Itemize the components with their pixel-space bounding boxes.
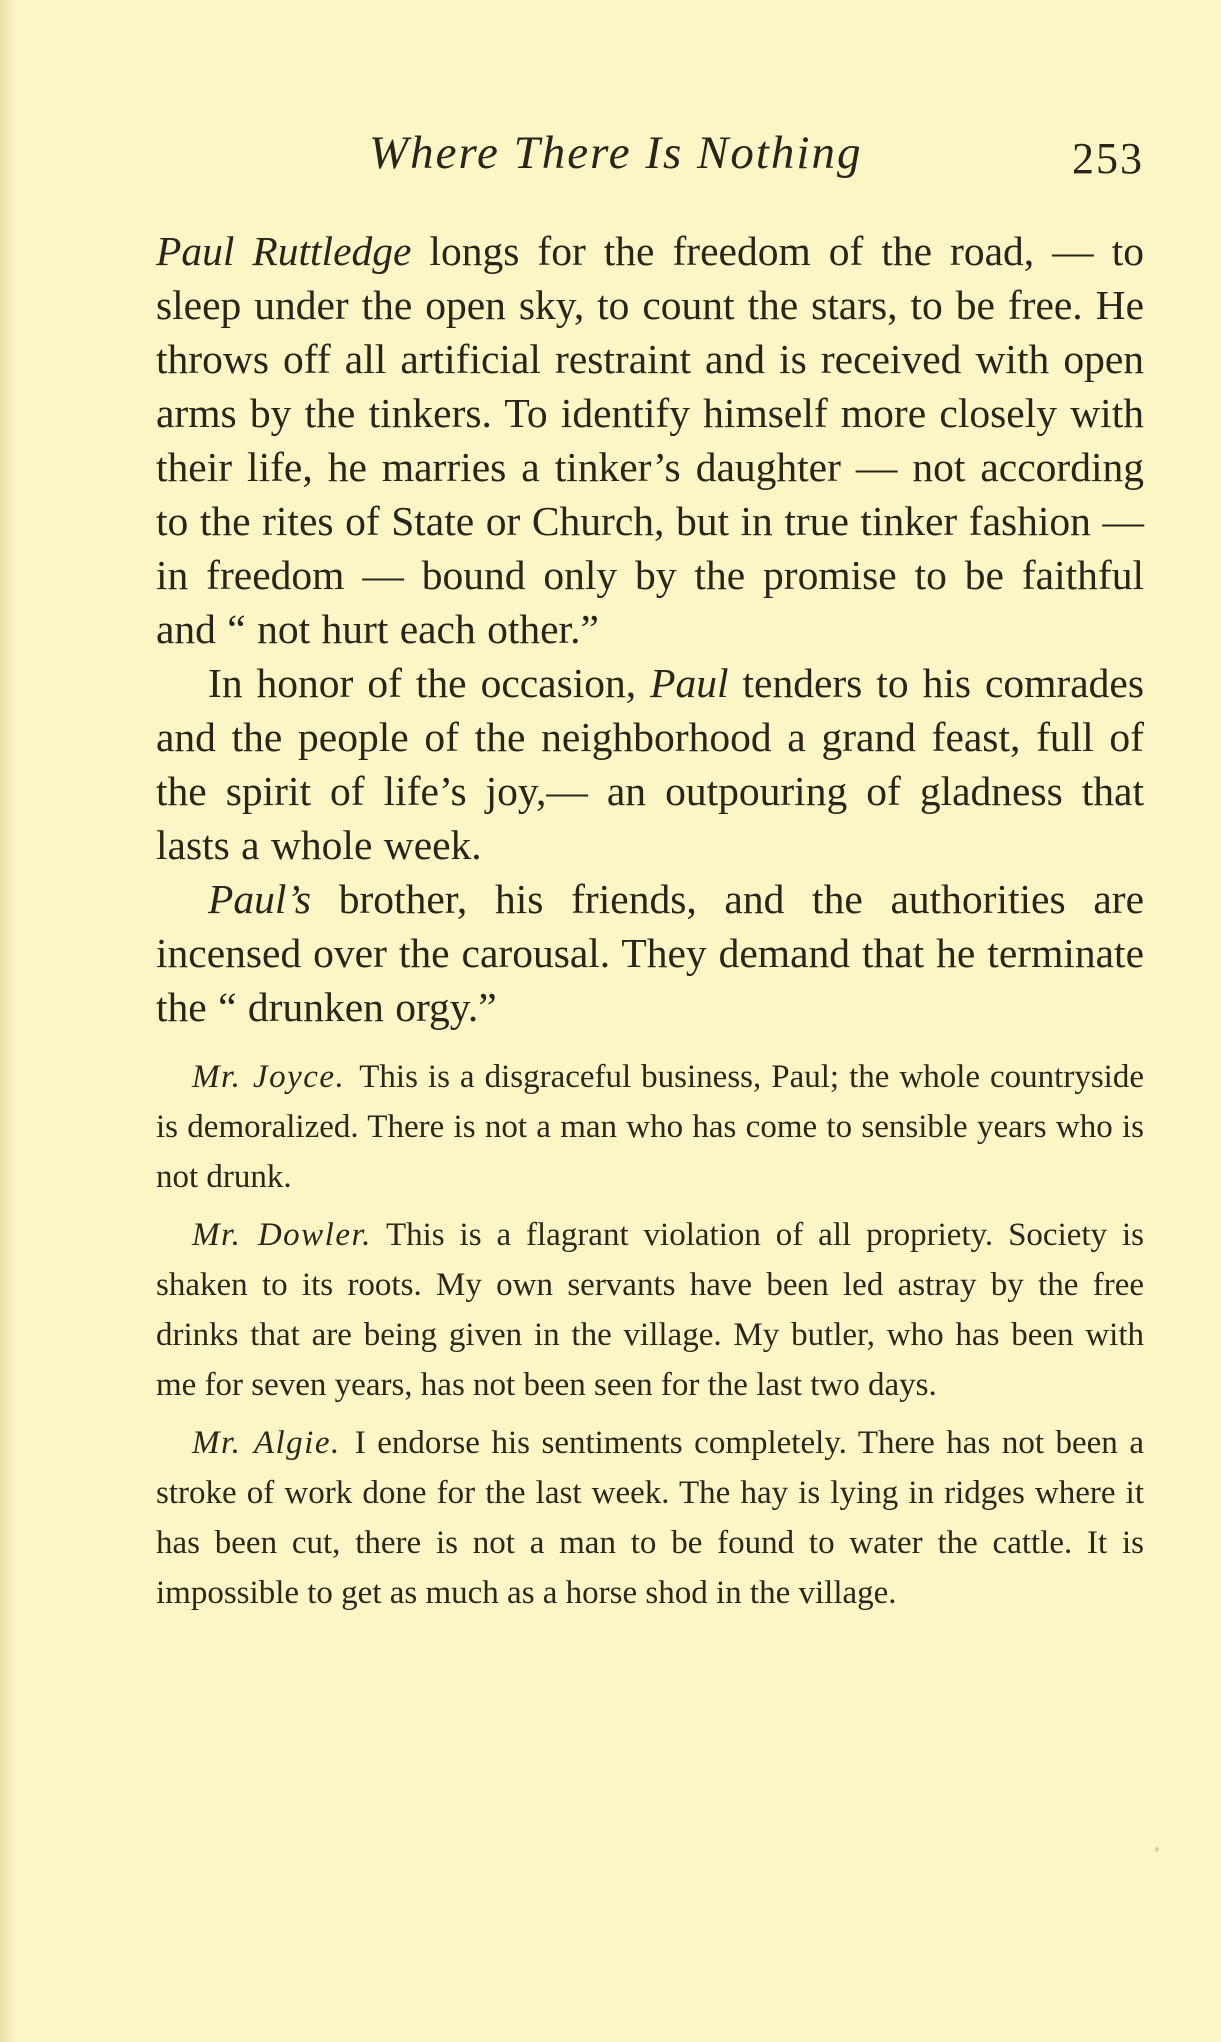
paragraph-1 [156,224,1144,656]
speaker-name: Mr. Dowler. [192,1217,372,1253]
character-name: Paul [650,660,729,706]
dialogue-text: I endorse his sentiments completely. There has not been a stroke of work done for the last week. The hay is lying in ridges where it has been cut, there is not a man to be found to water the cattle. It is impossible to get as much as a horse shod in the village. [156,1425,1144,1611]
dialogue-line [156,1210,1144,1410]
paper-speck [1155,1847,1159,1852]
paragraph-2 [156,656,1144,872]
running-title: Where There Is Nothing [369,127,863,179]
page-edge-shadow [0,0,16,2042]
speaker-name: Mr. Algie. [192,1425,341,1461]
character-name: Paul’s [208,876,312,922]
dialogue-line [156,1052,1144,1202]
running-head [156,118,1144,188]
dialogue-line [156,1418,1144,1618]
paragraph-3 [156,872,1144,1034]
page-body [156,224,1144,1626]
paragraph-text: brother, his friends, and the authorities are incensed over the carousal. They demand that he terminate the “ drunken orgy.” [156,876,1144,1030]
dialogue-section [156,1052,1144,1618]
dialogue-text: This is a disgraceful business, Paul; the whole countryside is demoralized. There is not a man who has come to sensible years who is not drunk. [156,1059,1145,1195]
speaker-name: Mr. Joyce. [192,1059,346,1095]
character-name: Paul Ruttledge [156,228,412,274]
page-number: 253 [1072,134,1144,183]
narrative-section [156,224,1144,1034]
paragraph-text: tenders to his comrades and the people of the neighborhood a grand feast, full of the spirit of life’s joy,— an outpouring of gladness that lasts a whole week. [156,660,1144,868]
dialogue-text: This is a flagrant violation of all propriety. Society is shaken to its roots. My own servants have been led astray by the free drinks that are being given in the village. My butler, who has been with me for seven years, has not been seen for the last two days. [156,1217,1144,1403]
paragraph-text: In honor of the occasion, [208,660,651,706]
paragraph-text: longs for the freedom of the road, — to sleep under the open sky, to count the stars, to be free. He throws off all artificial restraint and is received with open arms by the tinkers. To identify himself more closely with their life, he marries a tinker’s daughter — not according to the rites of State or Church, but in true tinker fashion — in freedom — bound only by the promise to be faithful and “ not hurt each other.” [156,228,1144,652]
